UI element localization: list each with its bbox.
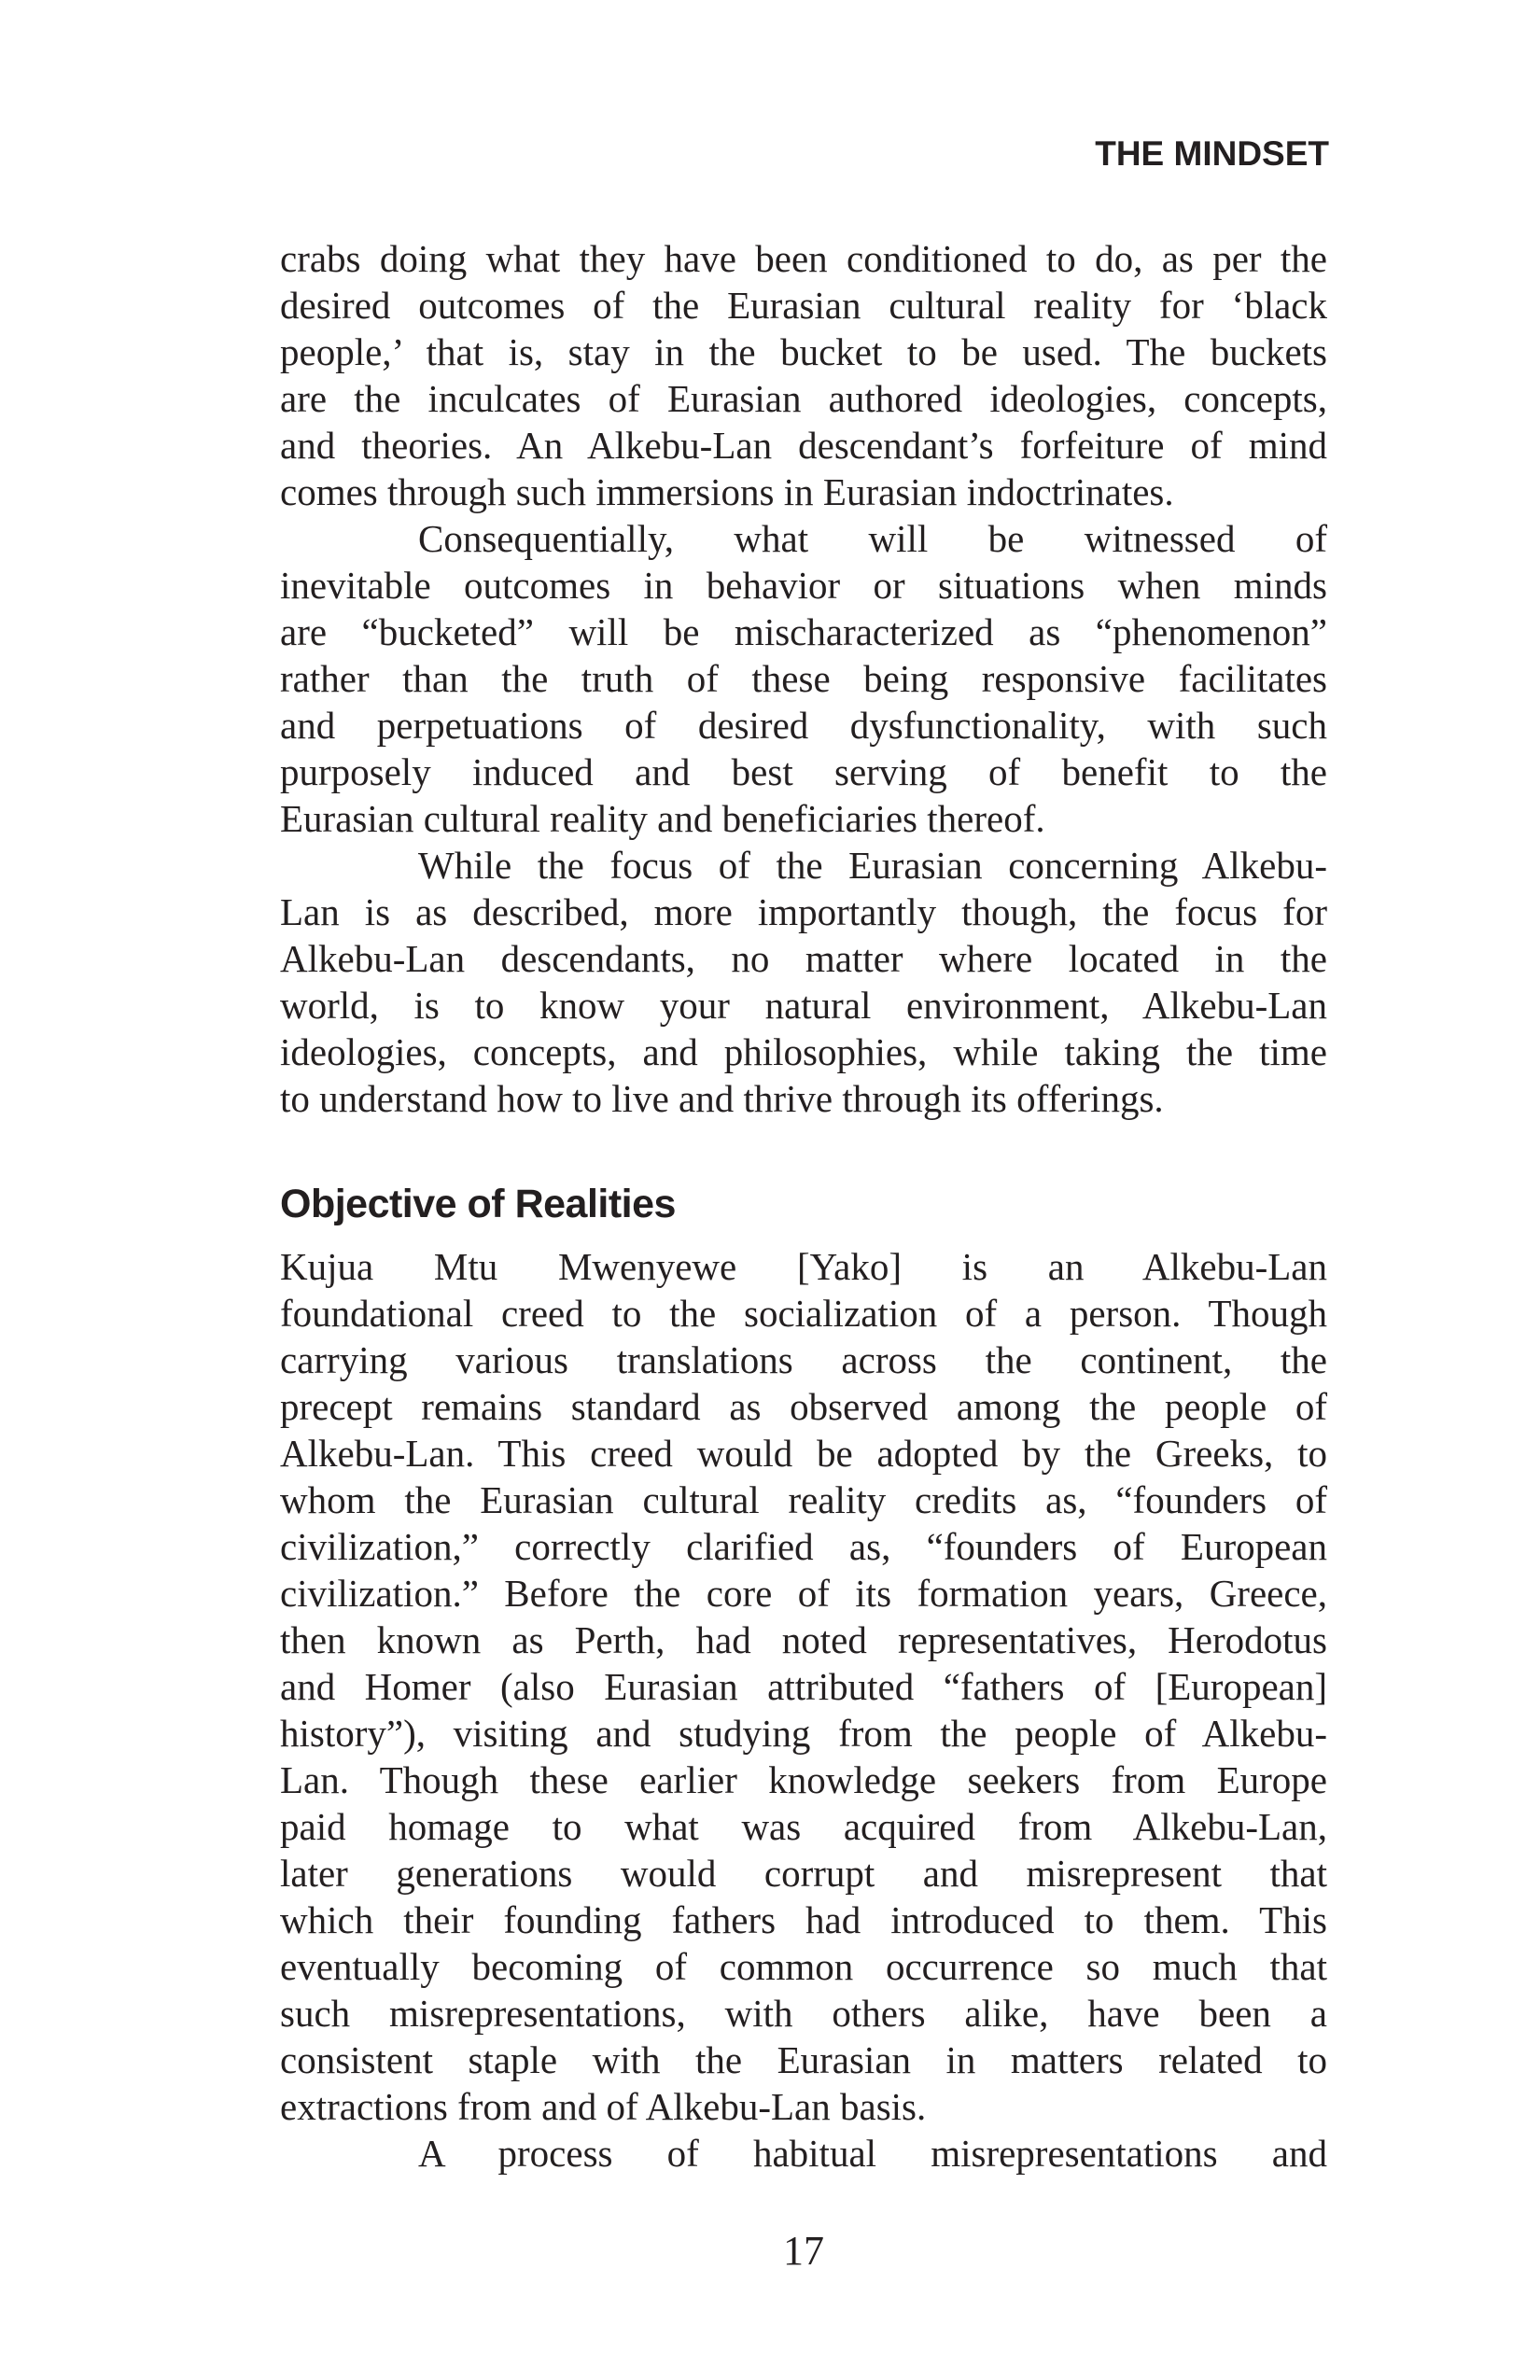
text-line: Consequentially, what will be witnessed of bbox=[418, 517, 1327, 560]
text-line: carrying various translations across the continent, the bbox=[280, 1338, 1327, 1381]
text-line: comes through such immersions in Eurasian indoctrinates. bbox=[280, 470, 1174, 513]
text-line: purposely induced and best serving of benefit to the bbox=[280, 750, 1327, 793]
text-line: people,’ that is, stay in the bucket to be used. The buckets bbox=[280, 330, 1327, 373]
text-line: extractions from and of Alkebu-Lan basis. bbox=[280, 2085, 927, 2128]
text-line: then known as Perth, had noted representatives, Herodotus bbox=[280, 1618, 1327, 1661]
paragraph bbox=[280, 1243, 1327, 2130]
text-line: and Homer (also Eurasian attributed “fathers of [European] bbox=[280, 1665, 1327, 1708]
text-line: later generations would corrupt and misrepresent that bbox=[280, 1852, 1327, 1895]
text-line: are “bucketed” will be mischaracterized as “phenomenon” bbox=[280, 610, 1327, 653]
text-line: rather than the truth of these being responsive facilitates bbox=[280, 657, 1327, 700]
text-line: While the focus of the Eurasian concerning Alkebu- bbox=[418, 844, 1327, 887]
text-line: ideologies, concepts, and philosophies, while taking the time bbox=[280, 1030, 1327, 1073]
text-line: and theories. An Alkebu-Lan descendant’s forfeiture of mind bbox=[280, 424, 1327, 467]
paragraph bbox=[280, 2130, 1327, 2177]
text-line: paid homage to what was acquired from Alkebu-Lan, bbox=[280, 1805, 1327, 1848]
body-text-after-heading bbox=[280, 1243, 1327, 2177]
paragraph bbox=[280, 842, 1327, 1122]
page-number: 17 bbox=[783, 2228, 824, 2274]
text-line: whom the Eurasian cultural reality credits as, “founders of bbox=[280, 1478, 1327, 1521]
text-line: desired outcomes of the Eurasian cultural reality for ‘black bbox=[280, 284, 1327, 327]
text-line: civilization,” correctly clarified as, “founders of European bbox=[280, 1525, 1327, 1568]
text-line: eventually becoming of common occurrence so much that bbox=[280, 1945, 1327, 1988]
text-line: consistent staple with the Eurasian in matters related to bbox=[280, 2038, 1327, 2081]
text-line: world, is to know your natural environment, Alkebu-Lan bbox=[280, 984, 1327, 1027]
text-column bbox=[280, 235, 1327, 2177]
text-line: inevitable outcomes in behavior or situations when minds bbox=[280, 564, 1327, 607]
text-line: crabs doing what they have been conditioned to do, as per the bbox=[280, 237, 1327, 280]
text-line: A process of habitual misrepresentations and bbox=[418, 2132, 1327, 2175]
text-line: civilization.” Before the core of its formation years, Greece, bbox=[280, 1572, 1327, 1615]
text-line: Eurasian cultural reality and beneficiaries thereof. bbox=[280, 797, 1045, 840]
text-line: to understand how to live and thrive through its offerings. bbox=[280, 1077, 1164, 1120]
text-line: Kujua Mtu Mwenyewe [Yako] is an Alkebu-Lan bbox=[280, 1245, 1327, 1288]
paragraph bbox=[280, 235, 1327, 515]
text-line: foundational creed to the socialization of a person. Though bbox=[280, 1292, 1327, 1335]
heading-space-below bbox=[280, 1227, 1327, 1243]
text-line: such misrepresentations, with others alike, have been a bbox=[280, 1992, 1327, 2035]
text-line: history”), visiting and studying from the people of Alkebu- bbox=[280, 1712, 1327, 1755]
text-line: precept remains standard as observed among the people of bbox=[280, 1385, 1327, 1428]
heading-space-above bbox=[280, 1122, 1327, 1181]
paragraph bbox=[280, 515, 1327, 842]
text-line: Lan is as described, more importantly though, the focus for bbox=[280, 890, 1327, 933]
section-heading: Objective of Realities bbox=[280, 1182, 676, 1226]
text-line: which their founding fathers had introduced to them. This bbox=[280, 1898, 1327, 1941]
text-line: Alkebu-Lan. This creed would be adopted by the Greeks, to bbox=[280, 1432, 1327, 1475]
text-line: and perpetuations of desired dysfunctionality, with such bbox=[280, 704, 1327, 747]
text-line: are the inculcates of Eurasian authored ideologies, concepts, bbox=[280, 377, 1327, 420]
running-header: THE MINDSET bbox=[1095, 134, 1329, 173]
body-text-before-heading bbox=[280, 235, 1327, 1122]
text-line: Lan. Though these earlier knowledge seekers from Europe bbox=[280, 1758, 1327, 1801]
text-line: Alkebu-Lan descendants, no matter where located in the bbox=[280, 937, 1327, 980]
